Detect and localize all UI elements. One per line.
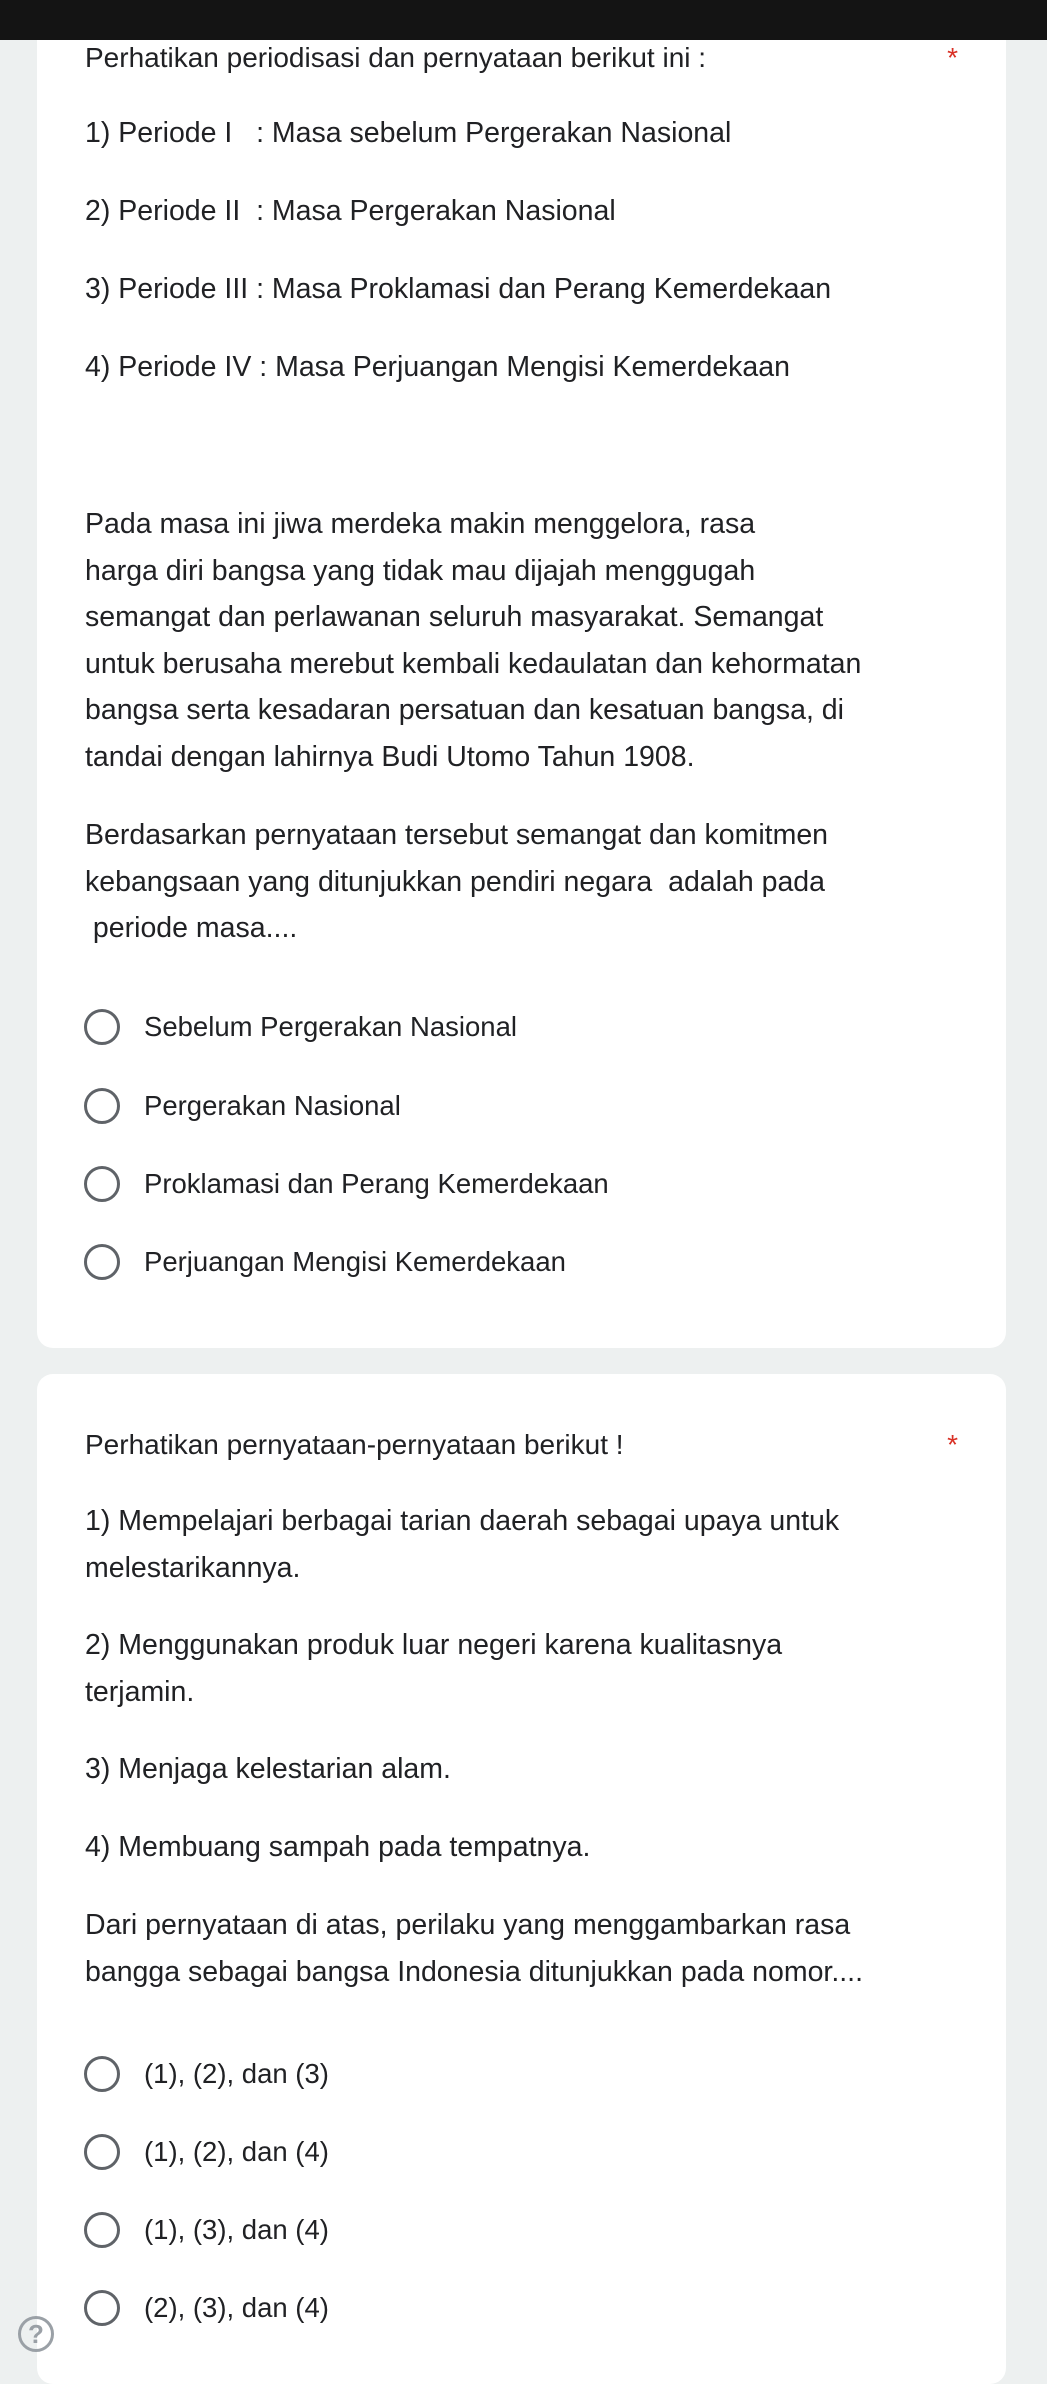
radio-button[interactable] <box>84 2290 120 2326</box>
question-1-item-3: 3) Periode III : Masa Proklamasi dan Perang Kemerdekaan <box>85 273 832 305</box>
question-circle-icon[interactable]: ? <box>18 2316 54 2352</box>
required-marker: * <box>947 42 958 73</box>
radio-button[interactable] <box>84 2134 120 2170</box>
question-2-prompt: Dari pernyataan di atas, perilaku yang menggambarkan rasa bangga sebagai bangsa Indonesia ditunjukkan pada nomor.... <box>85 1909 864 1988</box>
radio-button[interactable] <box>84 2212 120 2248</box>
question-1-title: Perhatikan periodisasi dan pernyataan berikut ini : <box>85 42 707 73</box>
question-1-prompt: Berdasarkan pernyataan tersebut semangat dan komitmen kebangsaan yang ditunjukkan pendiri negara adalah pada periode masa.... <box>85 819 829 944</box>
radio-button[interactable] <box>84 1244 120 1280</box>
question-2-option-3[interactable] <box>79 2205 329 2255</box>
question-2-item-4: 4) Membuang sampah pada tempatnya. <box>85 1831 591 1863</box>
question-1-item-2: 2) Periode II : Masa Pergerakan Nasional <box>85 195 616 227</box>
option-label: (2), (3), dan (4) <box>144 2292 329 2323</box>
option-label: Pergerakan Nasional <box>144 1090 401 1121</box>
question-2-item-1: 1) Mempelajari berbagai tarian daerah sebagai upaya untuk melestarikannya. <box>85 1505 840 1584</box>
status-bar <box>0 0 1047 40</box>
option-label: Sebelum Pergerakan Nasional <box>144 1011 517 1042</box>
option-label: (1), (2), dan (3) <box>144 2058 329 2089</box>
question-1-item-1: 1) Periode I : Masa sebelum Pergerakan Nasional <box>85 117 732 149</box>
question-1-option-2[interactable] <box>79 1081 401 1131</box>
question-2-title: Perhatikan pernyataan-pernyataan berikut ! <box>85 1429 624 1460</box>
option-label: Perjuangan Mengisi Kemerdekaan <box>144 1246 566 1277</box>
question-card-1 <box>37 40 1006 1348</box>
option-label: Proklamasi dan Perang Kemerdekaan <box>144 1168 609 1199</box>
question-2-item-2: 2) Menggunakan produk luar negeri karena kualitasnya terjamin. <box>85 1629 783 1708</box>
question-card-2 <box>37 1374 1006 2384</box>
question-1-item-4: 4) Periode IV : Masa Perjuangan Mengisi Kemerdekaan <box>85 351 790 383</box>
option-label: (1), (3), dan (4) <box>144 2214 329 2245</box>
question-1-option-4[interactable] <box>79 1237 566 1287</box>
question-1-option-1[interactable] <box>79 1002 517 1052</box>
radio-button[interactable] <box>84 1009 120 1045</box>
question-2-option-2[interactable] <box>79 2127 329 2177</box>
radio-button[interactable] <box>84 1166 120 1202</box>
question-2-option-4[interactable] <box>79 2283 329 2333</box>
radio-button[interactable] <box>84 1088 120 1124</box>
question-1-option-3[interactable] <box>79 1159 609 1209</box>
required-marker: * <box>947 1429 958 1460</box>
option-label: (1), (2), dan (4) <box>144 2136 329 2167</box>
radio-button[interactable] <box>84 2056 120 2092</box>
question-2-option-1[interactable] <box>79 2049 329 2099</box>
question-2-item-3: 3) Menjaga kelestarian alam. <box>85 1753 451 1785</box>
question-1-passage: Pada masa ini jiwa merdeka makin menggelora, rasa harga diri bangsa yang tidak mau dijajah menggugah semangat dan perlawanan seluruh masyarakat. Semangat untuk berusaha merebut kembali kedaulatan dan kehormatan bangsa serta kesadaran persatuan dan kesatuan bangsa, di tandai dengan lahirnya Budi Utomo Tahun 1908. <box>85 508 862 773</box>
